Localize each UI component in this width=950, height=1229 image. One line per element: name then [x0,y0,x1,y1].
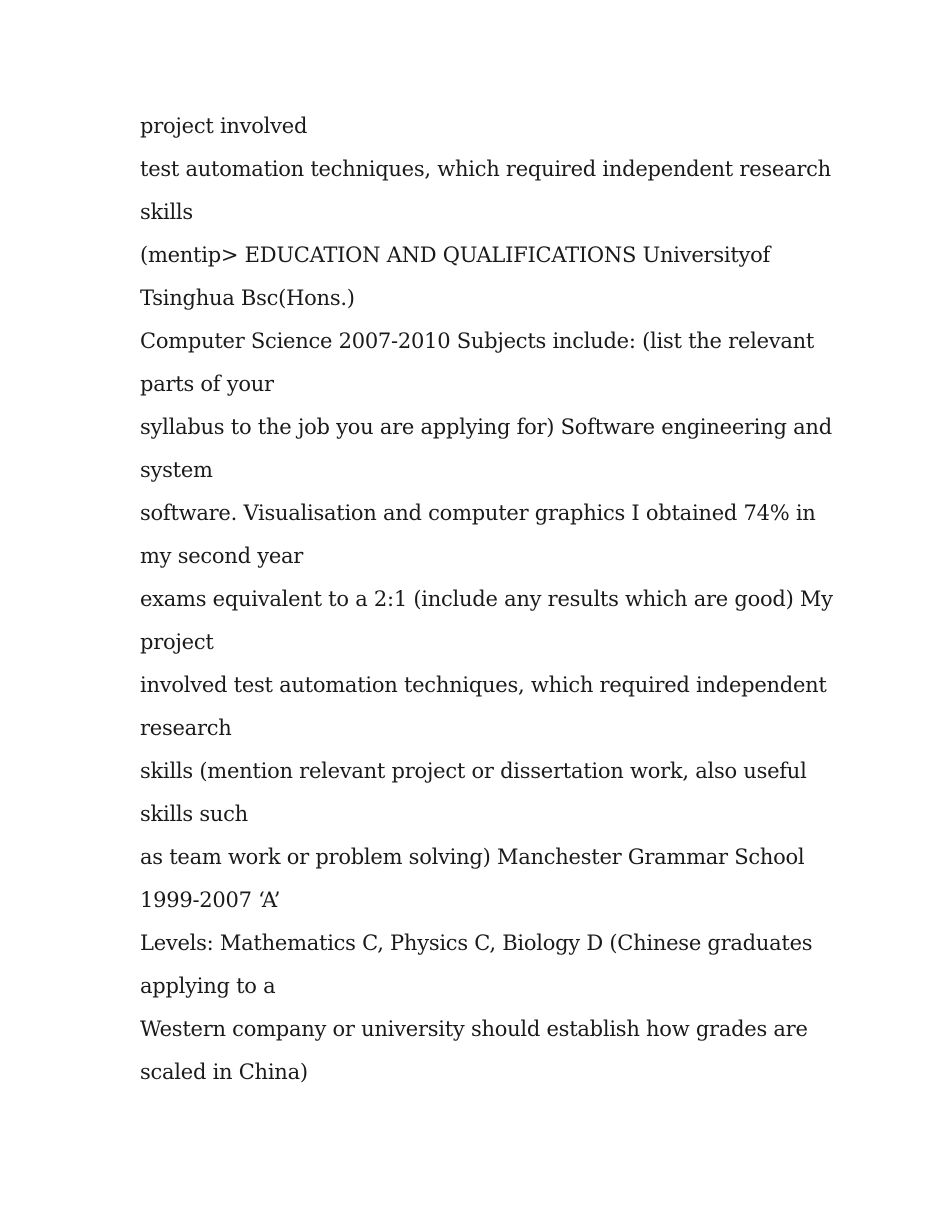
text-line: Western company or university should establish how grades are [140,1017,808,1041]
text-line: Tsinghua Bsc(Hons.) [140,286,355,310]
text-line: scaled in China) [140,1060,308,1084]
text-line: Levels: Mathematics C, Physics C, Biology D (Chinese graduates [140,931,813,955]
text-line: software. Visualisation and computer graphics I obtained 74% in [140,501,816,525]
text-line: system [140,458,213,482]
text-line: skills [140,200,193,224]
text-line: as team work or problem solving) Manchester Grammar School [140,845,805,869]
text-line: exams equivalent to a 2:1 (include any results which are good) My [140,587,833,611]
text-line: project [140,630,214,654]
text-line: involved test automation techniques, which required independent [140,673,827,697]
text-line: skills (mention relevant project or dissertation work, also useful [140,759,807,783]
text-line: parts of your [140,372,274,396]
text-line: my second year [140,544,304,568]
text-line: project involved [140,114,308,138]
document-body [140,105,833,1094]
text-line: applying to a [140,974,276,998]
text-line: test automation techniques, which required independent research [140,157,831,181]
text-line: syllabus to the job you are applying for) Software engineering and [140,415,832,439]
text-line: 1999-2007 ‘A’ [140,888,281,912]
text-line: research [140,716,232,740]
text-line: Computer Science 2007-2010 Subjects include: (list the relevant [140,329,815,353]
text-line: (mentip> EDUCATION AND QUALIFICATIONS Universityof [140,243,771,267]
text-line: skills such [140,802,248,826]
